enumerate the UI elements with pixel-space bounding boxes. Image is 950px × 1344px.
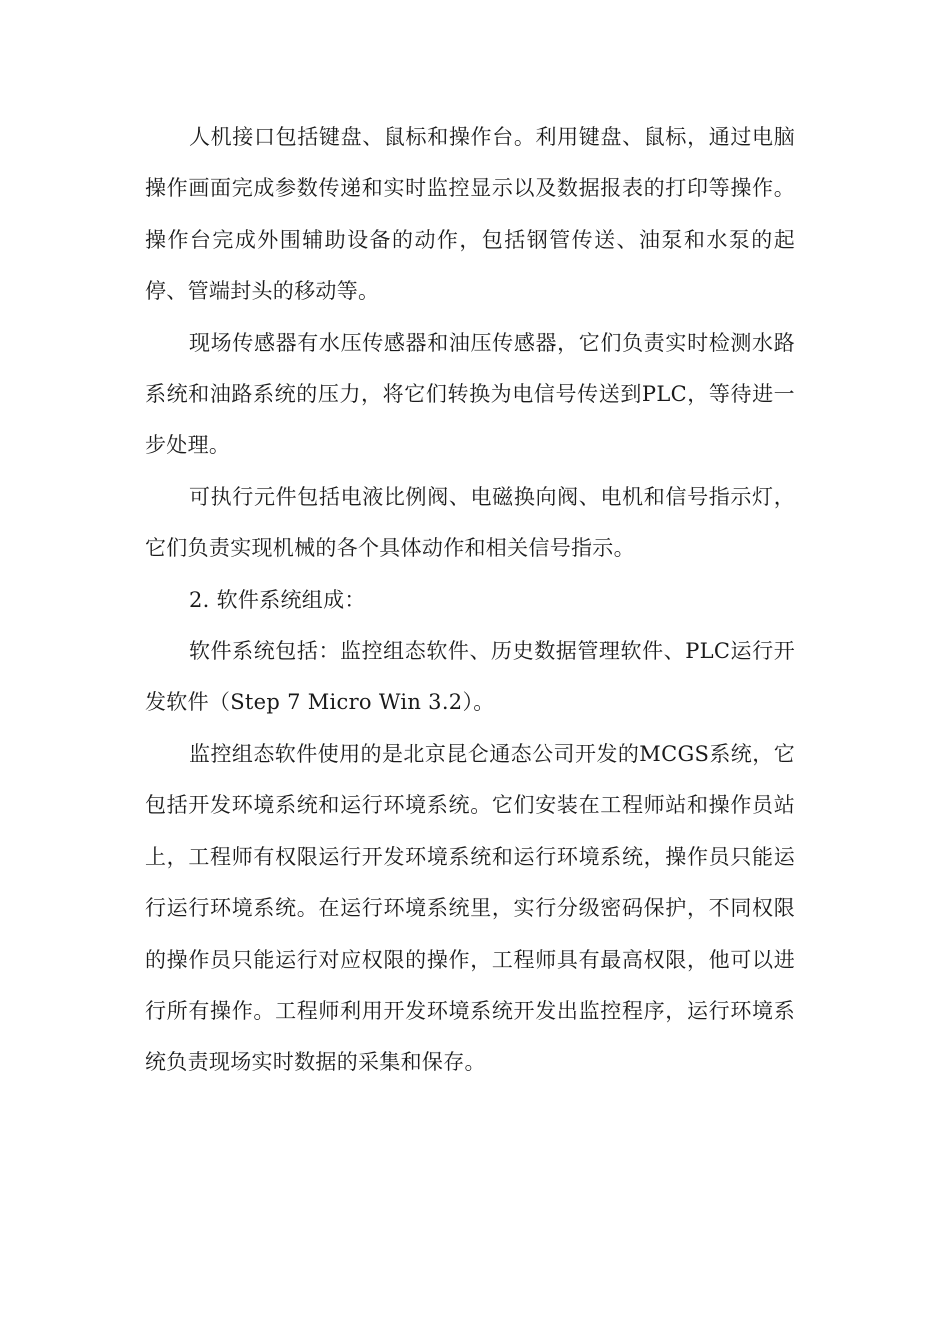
paragraph-actuators: 可执行元件包括电液比例阀、电磁换向阀、电机和信号指示灯，它们负责实现机械的各个具体动作和相关信号指示。	[145, 484, 795, 561]
paragraph-software-components: 软件系统包括：监控组态软件、历史数据管理软件、PLC运行开发软件（Step 7 Micro Win 3.2）。	[145, 639, 795, 715]
document-body	[145, 112, 795, 1089]
paragraph-human-machine-interface: 人机接口包括键盘、鼠标和操作台。利用键盘、鼠标，通过电脑操作画面完成参数传递和实时监控显示以及数据报表的打印等操作。操作台完成外围辅助设备的动作，包括钢管传送、油泵和水泵的起停、管端封头的移动等。	[145, 125, 795, 304]
paragraph-field-sensors: 现场传感器有水压传感器和油压传感器，它们负责实时检测水路系统和油路系统的压力，将它们转换为电信号传送到PLC，等待进一步处理。	[145, 330, 795, 458]
paragraph-mcgs-system: 监控组态软件使用的是北京昆仑通态公司开发的MCGS系统，它包括开发环境系统和运行环境系统。它们安装在工程师站和操作员站上，工程师有权限运行开发环境系统和运行环境系统，操作员只能运行运行环境系统。在运行环境系统里，实行分级密码保护，不同权限的操作员只能运行对应权限的操作，工程师具有最高权限，他可以进行所有操作。工程师利用开发环境系统开发出监控程序，运行环境系统负责现场实时数据的采集和保存。	[145, 741, 795, 1075]
section-heading-software-system: 2. 软件系统组成：	[189, 587, 366, 612]
